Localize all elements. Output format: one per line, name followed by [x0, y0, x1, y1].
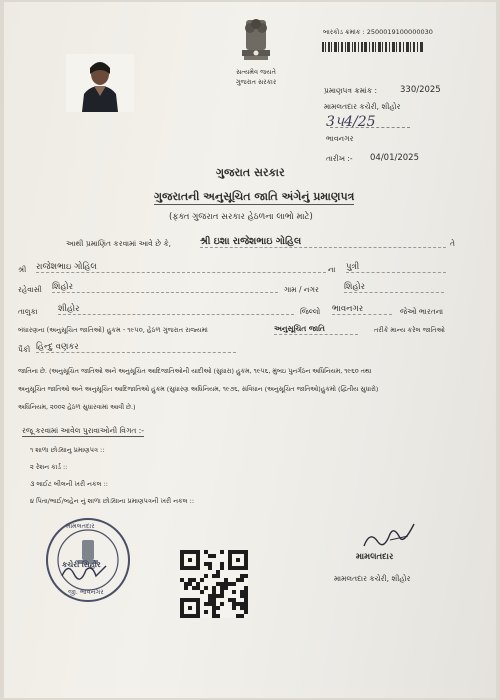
cert-number-label: પ્રમાણપત્ર ક્રમાંક :	[324, 86, 378, 95]
barcode-label: બારકોડ ક્રમાંક : 2500019100000030	[323, 28, 433, 36]
name-suffix: તે	[450, 239, 455, 248]
village-value: શિહોર	[344, 282, 444, 293]
legal-para-2: અનુસૂચિત જાતિઓ અને અનુસૂચિત આદિજાતિઓ હુકમ (સુધારણ અધિનિયમ, ૧૯૭૬, સંવિધાન (અનુસૂચિત જાતિઓ)હુકમો (દ્વિતીય સુધારો)	[18, 385, 379, 393]
line3-end: જેઓ ભારતના	[400, 307, 444, 316]
certify-prefix: આથી પ્રમાણિત કરવામાં આવે છે કે,	[66, 239, 172, 248]
line4-end: તરીકે માન્ય કરેલ જાતિઓ	[374, 326, 446, 334]
resident-label: રહેવાસી	[18, 285, 42, 294]
date-value: 04/01/2025	[370, 153, 419, 163]
document-item: ૧ શાળા છોડ્યાનુ પ્રમાણપત્ર ::	[30, 446, 105, 454]
applicant-name: શ્રી ઇશા રાજેશભાઇ ગોહિલ	[200, 236, 446, 248]
caste-label: પૈકી	[18, 345, 31, 354]
national-emblem	[226, 16, 286, 90]
taluka-label: તાલુકા	[18, 307, 38, 316]
handwritten-underline	[330, 127, 410, 128]
line4-start: બંધારણના (અનુસૂચિત જાતિઓ) હુકમ - ૧૯૫૦, હેઠળ ગુજરાત રાજ્યમાં	[18, 326, 208, 334]
cert-number-value: 330/2025	[400, 85, 441, 95]
legal-para-3: અધિનિયમ, ૨૦૦૨ હેઠળ સુધારવામાં આવી છે.)	[18, 403, 136, 411]
barcode	[322, 37, 424, 47]
header-city: ભાવનગર	[326, 134, 354, 143]
caste-category: અનુસૂચિત જાતિ	[274, 324, 358, 335]
qr-code	[180, 550, 248, 618]
signature-office: મામલતદાર કચેરી, શીહોર	[334, 574, 411, 583]
certificate-subtitle: (ફક્ત ગુજરાત સરકાર હેઠળના લાભો માટે)	[169, 212, 313, 222]
documents-heading: રજૂ કરવામાં આવેલ પુરાવાઓની વિગત :-	[22, 426, 145, 435]
father-prefix: શ્રી	[18, 265, 27, 274]
caste-value: હિન્દુ વણકર	[36, 342, 236, 353]
handwritten-number: 3૫4/25	[326, 114, 376, 130]
document-item: ૪ પિતા/ભાઈ/બહેન નું શાળા છોડ્યાના પ્રમાણપત્રની ખરી નકલ ::	[30, 497, 195, 505]
father-name: રાજેશભાઇ ગોહિલ	[36, 262, 326, 273]
stamp-top-text: મામલતદાર	[66, 522, 95, 530]
certificate-page	[4, 2, 496, 698]
stamp-middle-text: કચેરી સિહોર	[62, 560, 101, 569]
village-label: ગામ / નગર	[284, 285, 319, 294]
relation-value: પુત્રી	[346, 262, 446, 273]
stamp-bottom-text: જી. ભાવનગર	[68, 588, 104, 596]
relation-label: ના	[328, 265, 336, 274]
government-title: ગુજરાત સરકાર	[216, 166, 285, 179]
document-item: ૨ રેશન કાર્ડ ::	[30, 463, 68, 471]
stamp-signature	[60, 558, 108, 584]
resident-value: શિહોર	[52, 282, 278, 293]
signature-designation: મામલતદાર	[356, 552, 394, 562]
document-item: ૩ લાઈટ બીલની ખરી નકલ ::	[30, 480, 108, 488]
officer-signature	[360, 520, 418, 554]
emblem-motto: સત્યમેવ જયતે	[236, 68, 276, 76]
district-value: ભાવનગર	[332, 304, 392, 315]
date-label: તારીખ :-	[326, 154, 353, 163]
emblem-government: ગુજરાત સરકાર	[235, 78, 277, 86]
taluka-value: શીહોર	[58, 304, 294, 315]
header-office: મામલતદાર કચેરી, શીહોર	[324, 102, 401, 111]
legal-para-1: જાતિના છે. (અનુસૂચિત જાતિઓ અને અનુસૂચિત આદિજાતિઓની યાદીઓ (સુધારા) હુકમ, ૧૯૫૬, મુંબઇ પુનર્ગઠન અધિનિયમ, ૧૯૬૦ તથા	[18, 367, 372, 375]
applicant-photo	[66, 54, 134, 112]
district-label: જિલ્લો	[300, 307, 321, 316]
certificate-title: ગુજરાતની અનુસૂચિત જાતિ અંગેનું પ્રમાણપત્ર	[154, 190, 355, 203]
